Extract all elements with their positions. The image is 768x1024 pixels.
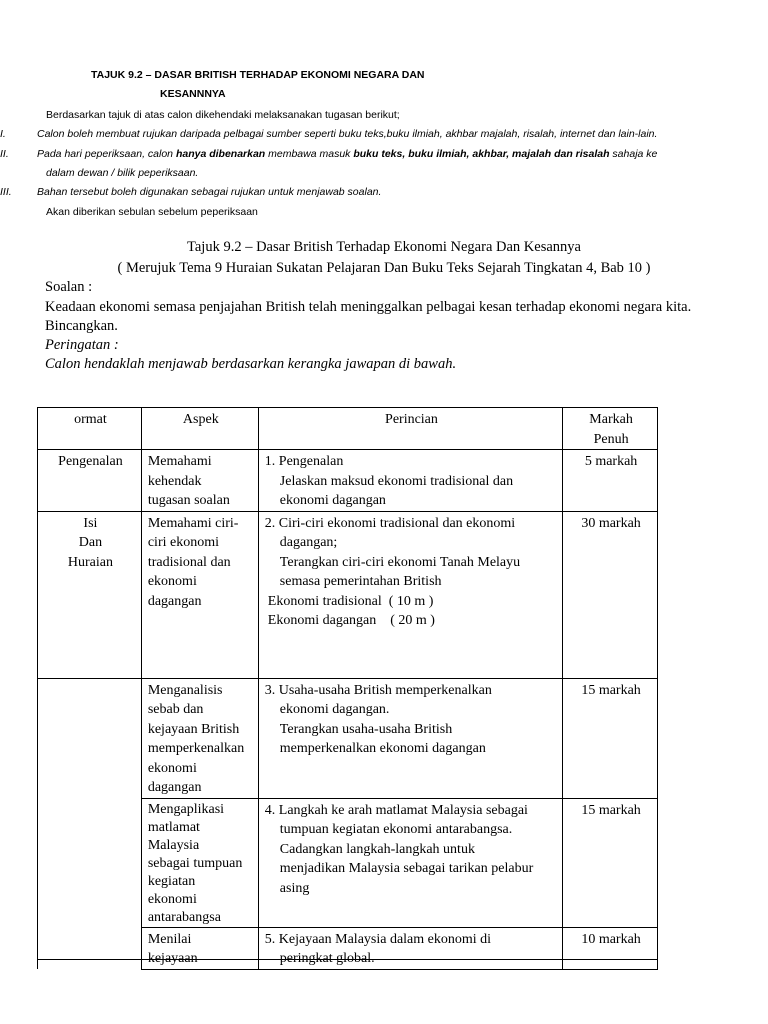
row2-markah	[563, 511, 658, 678]
row3-aspek-line: Menganalisis	[147, 682, 223, 698]
row3-perincian	[258, 678, 562, 798]
row1-aspek	[141, 450, 258, 512]
row2-aspek-line: dagangan	[147, 593, 202, 609]
soalan-line2: Bincangkan.	[45, 318, 118, 334]
header-perincian	[258, 408, 562, 450]
row2-aspek-line: ciri ekonomi	[147, 535, 219, 550]
row2-aspek	[141, 511, 258, 678]
table-bottom-border	[37, 959, 658, 960]
row5-aspek-line: Menilai	[147, 931, 192, 947]
row1-markah-text: 5 markah	[584, 454, 638, 469]
header-perincian-text: Perincian	[385, 412, 438, 427]
row4-aspek-line: ekonomi	[147, 891, 197, 907]
row1-aspek-line: kehendak	[147, 473, 202, 489]
header-aspek-text: Aspek	[182, 412, 219, 427]
row4-format	[38, 798, 142, 927]
instructions-title-line1: TAJUK 9.2 – DASAR BRITISH TERHADAP EKONOMI NEGARA DAN	[91, 69, 425, 81]
peringatan-text: Calon hendaklah menjawab berdasarkan kerangka jawapan di bawah.	[45, 356, 457, 372]
row2-aspek-line: tradisional dan	[147, 554, 231, 570]
row3-aspek-line: memperkenalkan	[147, 741, 245, 756]
row5-markah-text: 10 markah	[581, 931, 641, 947]
row4-aspek-line: Malaysia	[147, 837, 200, 853]
row2-format	[38, 511, 142, 678]
item2-text-c: membawa masuk	[265, 148, 354, 160]
row3-markah-text: 15 markah	[581, 682, 641, 698]
row3-aspek	[141, 678, 258, 798]
row3-perincian-line: ekonomi dagangan.	[279, 702, 390, 717]
header-aspek	[141, 408, 258, 450]
row1-aspek-line: tugasan soalan	[147, 493, 230, 508]
row2-perincian-line: Ekonomi dagangan ( 20 m )	[267, 613, 435, 628]
row4-perincian	[258, 798, 562, 927]
row5-perincian-line: peringkat global.	[279, 951, 375, 966]
item2-text-d: buku teks, buku ilmiah, akhbar, majalah dan risalah	[353, 148, 610, 160]
row2-perincian-line: dagangan;	[279, 535, 338, 550]
row3-perincian-line: Terangkan usaha-usaha British	[279, 721, 453, 737]
soalan-line1: Keadaan ekonomi semasa penjajahan British telah meninggalkan pelbagai kesan terhadap ekonomi negara kita.	[45, 299, 692, 315]
row2-markah-text: 30 markah	[581, 515, 641, 531]
row4-aspek-line: sebagai tumpuan	[147, 855, 243, 871]
row4-markah-text: 15 markah	[581, 802, 641, 818]
row1-format-line: Pengenalan	[58, 454, 123, 469]
row3-perincian-line: memperkenalkan ekonomi dagangan	[279, 741, 486, 756]
item1-text: Calon boleh membuat rujukan daripada pelbagai sumber seperti buku teks,buku ilmiah, akhbar majalah, risalah, internet dan lain-lain.	[37, 128, 658, 140]
row2-format-line: Dan	[78, 535, 103, 550]
header-markah	[563, 408, 658, 450]
table-row	[38, 798, 658, 927]
table-row	[38, 450, 658, 512]
header-format	[38, 408, 142, 450]
header-markah-line2: Penuh	[593, 431, 629, 447]
soalan-label: Soalan :	[45, 279, 93, 295]
answer-framework-table	[37, 407, 658, 970]
instructions-intro: Berdasarkan tajuk di atas calon dikehendaki melaksanakan tugasan berikut;	[46, 109, 400, 121]
row2-format-line: Huraian	[67, 554, 113, 570]
row3-markah	[563, 678, 658, 798]
row4-aspek-line: antarabangsa	[147, 909, 221, 925]
item2-continuation: dalam dewan / bilik peperiksaan.	[46, 167, 199, 179]
row4-perincian-line: Cadangkan langkah-langkah untuk	[279, 841, 475, 857]
row1-perincian-line: ekonomi dagangan	[279, 493, 386, 508]
row1-aspek-line: Memahami	[147, 454, 212, 469]
row3-aspek-line: kejayaan British	[147, 721, 240, 737]
row3-aspek-line: sebab dan	[147, 702, 204, 717]
row4-aspek	[141, 798, 258, 927]
table-header-row	[38, 408, 658, 450]
row5-perincian	[258, 927, 562, 969]
row2-format-line: Isi	[83, 515, 98, 531]
item3-number: III.	[0, 186, 12, 198]
row1-format	[38, 450, 142, 512]
row2-perincian-line: Terangkan ciri-ciri ekonomi Tanah Melayu	[279, 554, 521, 570]
row3-format	[38, 678, 142, 798]
row3-perincian-line: 3. Usaha-usaha British memperkenalkan	[264, 682, 492, 698]
row4-perincian-line: 4. Langkah ke arah matlamat Malaysia sebagai	[264, 802, 528, 818]
row2-perincian-line: 2. Ciri-ciri ekonomi tradisional dan ekonomi	[264, 515, 516, 531]
item2-text-e: sahaja ke	[609, 148, 658, 160]
header-format-text: ormat	[74, 412, 107, 427]
question-heading: Tajuk 9.2 – Dasar British Terhadap Ekonomi Negara Dan Kesannya	[187, 239, 581, 255]
table-row	[38, 927, 658, 969]
row5-aspek-line: kejayaan	[147, 951, 198, 966]
instructions-title-line2: KESANNNYA	[160, 88, 226, 100]
row4-aspek-line: matlamat	[147, 819, 200, 835]
item2-text-b: hanya dibenarkan	[175, 148, 266, 160]
row5-markah	[563, 927, 658, 969]
row5-format	[38, 927, 142, 969]
item2-text-a: Pada hari peperiksaan, calon	[37, 148, 176, 160]
row1-markah	[563, 450, 658, 512]
row4-perincian-line: tumpuan kegiatan ekonomi antarabangsa.	[279, 822, 513, 837]
item2-text	[37, 148, 657, 160]
row5-perincian-line: 5. Kejayaan Malaysia dalam ekonomi di	[264, 931, 492, 947]
row1-perincian	[258, 450, 562, 512]
question-subheading: ( Merujuk Tema 9 Huraian Sukatan Pelajaran Dan Buku Teks Sejarah Tingkatan 4, Bab 10 )	[117, 260, 651, 276]
table-row	[38, 511, 658, 678]
row5-aspek	[141, 927, 258, 969]
row2-perincian-line: Ekonomi tradisional ( 10 m )	[267, 593, 434, 609]
row2-aspek-line: ekonomi	[147, 574, 197, 589]
header-markah-line1: Markah	[589, 412, 633, 427]
row4-markah	[563, 798, 658, 927]
row2-aspek-line: Memahami ciri-	[147, 515, 239, 531]
item3-text: Bahan tersebut boleh digunakan sebagai rujukan untuk menjawab soalan.	[37, 186, 382, 198]
item1-number: I.	[0, 128, 6, 140]
item2-number: II.	[0, 148, 9, 160]
row1-perincian-line: Jelaskan maksud ekonomi tradisional dan	[279, 473, 514, 489]
row4-aspek-line: Mengaplikasi	[147, 801, 225, 817]
row3-aspek-line: dagangan	[147, 780, 202, 795]
table-row	[38, 678, 658, 798]
row2-perincian	[258, 511, 562, 678]
row4-aspek-line: kegiatan	[147, 873, 196, 889]
row4-perincian-line: asing	[279, 880, 310, 896]
row2-perincian-line: semasa pemerintahan British	[279, 574, 442, 589]
row3-aspek-line: ekonomi	[147, 760, 197, 776]
row4-perincian-line: menjadikan Malaysia sebagai tarikan pelabur	[279, 861, 534, 876]
row1-perincian-line: 1. Pengenalan	[264, 454, 344, 469]
peringatan-label: Peringatan :	[45, 337, 119, 353]
instructions-note: Akan diberikan sebulan sebelum peperiksaan	[46, 206, 258, 218]
